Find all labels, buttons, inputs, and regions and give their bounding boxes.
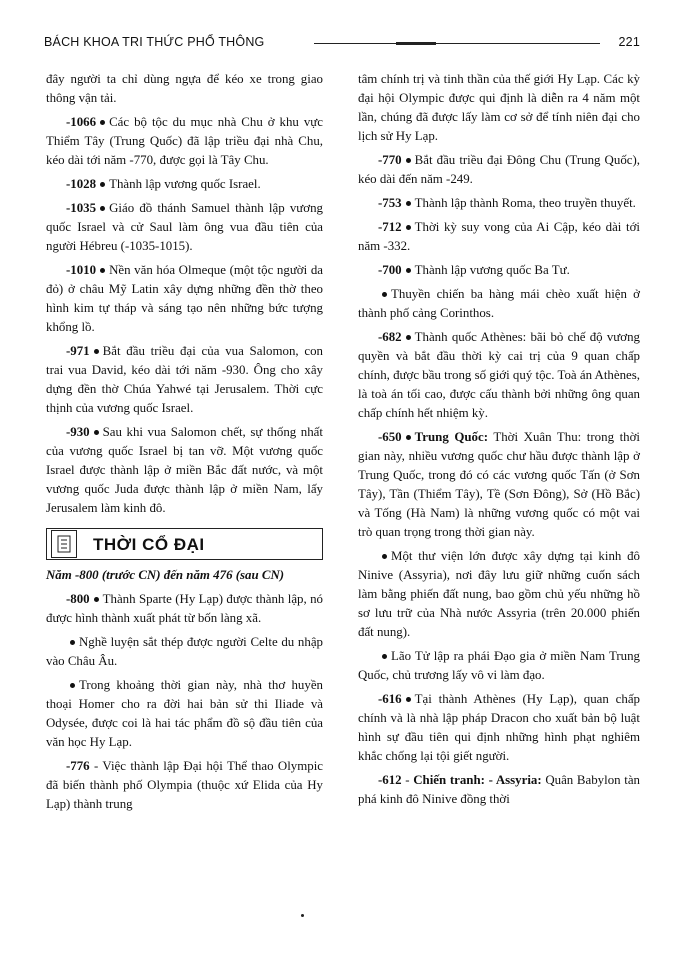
entry-year: -682: [378, 330, 402, 344]
entry-topic: Chiến tranh: - Assyria:: [413, 773, 542, 787]
entry: [358, 647, 640, 685]
entry: [46, 676, 323, 752]
bullet-icon: [382, 654, 387, 659]
entry: [358, 690, 640, 766]
entry-text: Một thư viện lớn được xây dựng tại kinh đô Ninive (Assyria), nơi đây lưu giữ những cuốn sách làm bằng phiến đất nung, bao gồm chủ yếu những hồ sơ lưu trữ của Nhà nước Assyria (trên 20.000 phiến đất nung).: [358, 549, 640, 639]
entry-text: Việc thành lập Đại hội Thể thao Olympic đã biến thành phố Olympia (thuộc xứ Elida của Hy Lạp) thành trung: [46, 759, 323, 811]
entry: [358, 218, 640, 256]
page-speck: [301, 914, 304, 917]
entry-text: Quân Babylon tàn phá kinh đô Ninive đồng thời: [358, 773, 640, 806]
bullet-icon: [406, 225, 411, 230]
entry: [358, 547, 640, 642]
paragraph: đây người ta chỉ dùng ngựa để kéo xe trong giao thông vận tải.: [46, 72, 323, 105]
section-subtitle: Năm -800 (trước CN) đến năm 476 (sau CN): [46, 568, 285, 582]
entry-year: -1066: [66, 115, 97, 129]
entry-text: Tại thành Athènes (Hy Lạp), quan chấp chính và là nhà lập pháp Dracon cho xuất bản bộ luật hình sự đầu tiên qui định những hình phạt nghiêm khắc chống lại tội giết người.: [358, 692, 640, 763]
entry-text: Thành lập thành Roma, theo truyền thuyết.: [414, 196, 636, 210]
entry: -612 - Chiến tranh: - Assyria: Quân Babylon tàn phá kinh đô Ninive đồng thời: [358, 773, 640, 806]
entry-text: Bắt đầu triều đại của vua Salomon, con trai vua David, kéo dài tới năm -930. Ông cho xây dựng đền thờ Chúa Yahwé tại Jerusalem. Thời cực thịnh của vương quốc Israel.: [46, 344, 323, 415]
entry: [46, 633, 323, 671]
page-number: 221: [618, 35, 640, 49]
header-rule-accent: [396, 42, 436, 45]
bullet-icon: [94, 349, 99, 354]
entry-year: -1010: [66, 263, 97, 277]
header-rule: [314, 43, 600, 44]
running-title: BÁCH KHOA TRI THỨC PHỔ THÔNG: [44, 35, 265, 49]
left-column: [46, 70, 323, 819]
entry-year: -650: [378, 430, 402, 444]
entry: [46, 590, 323, 628]
entry-year: -800: [66, 592, 90, 606]
entry-year: -753: [378, 196, 402, 210]
running-header: [44, 33, 640, 53]
entry-year: -700: [378, 263, 402, 277]
entry-year: -712: [378, 220, 402, 234]
entry-text: Thuyền chiến ba hàng mái chèo xuất hiện ở thành phố cảng Corinthos.: [358, 287, 640, 320]
entry-text: Nền văn hóa Olmeque (một tộc người da đỏ) ở châu Mỹ Latin xây dựng những đền thờ theo hình kim tự tháp và sáng tạo nên những bức tượng khổng lồ.: [46, 263, 323, 334]
bullet-icon: [406, 697, 411, 702]
bullet-icon: [382, 292, 387, 297]
entry: [46, 199, 323, 256]
entry-year: -776: [66, 759, 90, 773]
entry-text: Thành Sparte (Hy Lạp) được thành lập, nó được hình thành xuất phát từ bốn làng xã.: [46, 592, 323, 625]
section-heading: [46, 528, 323, 560]
entry: [46, 342, 323, 418]
entry-text: Thành lập vương quốc Ba Tư.: [414, 263, 570, 277]
entry: [358, 151, 640, 189]
bullet-icon: [406, 158, 411, 163]
entry-text: Thời Xuân Thu: trong thời gian này, nhiều vương quốc chư hầu được thành lập ở Trung Quốc, trong đó có các vương quốc Tấn (ở Sơn Tây), Tần (Thiểm Tây), Tề (Sơn Đông), Sở (Hồ Bắc) và Tống (Hà Nam) là những vương quốc có một vai trò quan trọng trong thời gian này.: [358, 430, 641, 539]
entry: [358, 285, 640, 323]
entry-text: Giáo đồ thánh Samuel thành lập vương quốc Israel và cử Saul làm ông vua đầu tiên của người Hébreu (-1035-1015).: [46, 201, 323, 253]
entry-text: Thành lập vương quốc Israel.: [109, 177, 261, 191]
bullet-icon: [406, 435, 411, 440]
entry: -776 - Việc thành lập Đại hội Thể thao Olympic đã biến thành phố Olympia (thuộc xứ Elida của Hy Lạp) thành trung: [46, 759, 323, 811]
bullet-icon: [406, 335, 411, 340]
bullet-icon: [382, 554, 387, 559]
entry-year: -930: [66, 425, 90, 439]
section-ornament-icon: [51, 530, 77, 558]
bullet-icon: [100, 206, 105, 211]
bullet-icon: [100, 268, 105, 273]
bullet-icon: [70, 683, 75, 688]
entry-text: Nghề luyện sắt thép được người Celte du nhập vào Châu Âu.: [46, 635, 323, 668]
entry-text: Lão Tử lập ra phái Đạo gia ở miền Nam Trung Quốc, chủ trương lấy vô vi làm đạo.: [358, 649, 640, 682]
entry: [358, 428, 640, 542]
entry-year: -1028: [66, 177, 97, 191]
bullet-icon: [406, 201, 411, 206]
bullet-icon: [94, 597, 99, 602]
entry-text: Bắt đầu triều đại Đông Chu (Trung Quốc), kéo dài đến năm -249.: [358, 153, 640, 186]
entry-year: -616: [378, 692, 402, 706]
entry: [46, 175, 323, 194]
entry: [46, 423, 323, 518]
entry-text: Sau khi vua Salomon chết, sự thống nhất của vương quốc Israel bị tan vỡ. Một vương quốc Israel được thành lập ở miền Bắc đất nước, và một vương quốc Juda được thành lập ở miền Nam, lấy Jerusalem làm kinh đô.: [46, 425, 323, 515]
entry: [358, 328, 640, 423]
entry-topic: Trung Quốc:: [414, 430, 489, 444]
entry: [358, 261, 640, 280]
entry-text: Thời kỳ suy vong của Ai Cập, kéo dài tới năm -332.: [358, 220, 640, 253]
entry-year: -770: [378, 153, 402, 167]
entry-text: Thành quốc Athènes: bãi bỏ chế độ vương quyền và bắt đầu thời kỳ cai trị của 9 quan chấp chính, được bầu trong số giới quý tộc. Toà án Athènes, là toà án tối cao, được cấu thành bởi những ông quan chấp chính hết nhiệm kỳ.: [358, 330, 640, 420]
bullet-icon: [100, 182, 105, 187]
entry-year: -1035: [66, 201, 97, 215]
section-title: THỜI CỔ ĐẠI: [93, 534, 205, 554]
entry: [46, 113, 323, 170]
entry-year: -971: [66, 344, 90, 358]
entry-year: -612: [378, 773, 402, 787]
bullet-icon: [94, 430, 99, 435]
right-column: [358, 70, 640, 814]
entry-text: Các bộ tộc du mục nhà Chu ở khu vực Thiểm Tây (Trung Quốc) đã lập triều đại nhà Chu, kéo dài tới năm -770, được gọi là Tây Chu.: [46, 115, 323, 167]
entry: [358, 194, 640, 213]
bullet-icon: [70, 640, 75, 645]
entry-text: Trong khoảng thời gian này, nhà thơ huyền thoại Homer cho ra đời hai bản sử thi Iliade và Odysée, được coi là hai tác phẩm đồ sộ đầu tiên của văn học Hy Lạp.: [46, 678, 323, 749]
bullet-icon: [100, 120, 105, 125]
entry: [46, 261, 323, 337]
paragraph: tâm chính trị và tinh thần của thế giới Hy Lạp. Các kỳ đại hội Olympic được qui định là diễn ra 4 năm một lần, chúng đã được lấy làm cơ sở để tính niên đại cho lịch sử Hy Lạp.: [358, 72, 640, 143]
bullet-icon: [406, 268, 411, 273]
